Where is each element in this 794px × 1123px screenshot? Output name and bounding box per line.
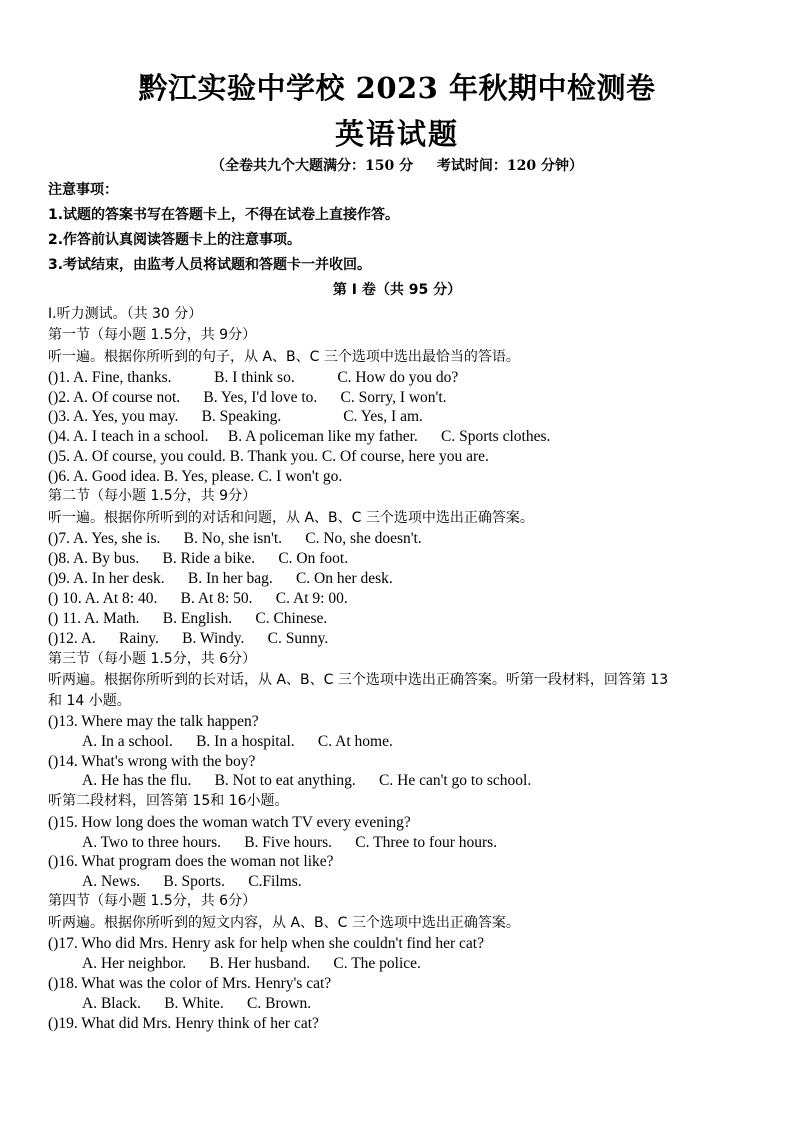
part-instruction: 听两遍。根据你所听到的短文内容，从 A、B、C 三个选项中选出正确答案。 [48, 915, 520, 931]
notice-item: 2.作答前认真阅读答题卡上的注意事项。 [48, 232, 302, 248]
question-item: ()3. A. Yes, you may. B. Speaking. C. Yes, I am. [48, 408, 423, 425]
question-item: ()6. A. Good idea. B. Yes, please. C. I won't go. [48, 468, 343, 485]
part-title: 第二节（每小题 1.5分，共 9分） [48, 488, 257, 504]
section-heading: I.听力测试。（共 30 分） [48, 306, 203, 322]
question-item: ()7. A. Yes, she is. B. No, she isn't. C. No, she doesn't. [48, 530, 422, 547]
part-instruction: 和 14 小题。 [48, 693, 131, 709]
part-instruction: 听第二段材料，回答第 15和 16小题。 [48, 793, 289, 809]
exam-subtitle: 英语试题 [334, 117, 459, 151]
notice-item: 3.考试结束，由监考人员将试题和答题卡一并收回。 [48, 257, 372, 273]
exam-info: （全卷共九个大题满分：150 分 考试时间：120 分钟） [211, 158, 583, 174]
question-options: A. News. B. Sports. C.Films. [82, 873, 302, 890]
question-item: ()1. A. Fine, thanks. B. I think so. C. How do you do? [48, 369, 459, 386]
volume-title: 第 I 卷（共 95 分） [332, 282, 462, 298]
question-stem: ()18. What was the color of Mrs. Henry's cat? [48, 975, 332, 992]
part-instruction: 听两遍。根据你所听到的长对话，从 A、B、C 三个选项中选出正确答案。听第一段材料，回答第 13 [48, 672, 669, 688]
question-stem: ()19. What did Mrs. Henry think of her cat? [48, 1015, 319, 1032]
part-instruction: 听一遍。根据你所听到的句子，从 A、B、C 三个选项中选出最恰当的答语。 [48, 349, 520, 365]
question-stem: ()13. Where may the talk happen? [48, 713, 259, 730]
question-item: ()8. A. By bus. B. Ride a bike. C. On foot. [48, 550, 349, 567]
question-item: ()9. A. In her desk. B. In her bag. C. On her desk. [48, 570, 393, 587]
question-item: ()2. A. Of course not. B. Yes, I'd love to. C. Sorry, I won't. [48, 389, 447, 406]
part-instruction: 听一遍。根据你所听到的对话和问题，从 A、B、C 三个选项中选出正确答案。 [48, 510, 534, 526]
question-options: A. Two to three hours. B. Five hours. C. Three to four hours. [82, 834, 498, 851]
part-title: 第三节（每小题 1.5分，共 6分） [48, 651, 257, 667]
question-item: () 11. A. Math. B. English. C. Chinese. [48, 610, 328, 627]
part-title: 第一节（每小题 1.5分，共 9分） [48, 327, 257, 343]
question-item: ()12. A. Rainy. B. Windy. C. Sunny. [48, 630, 329, 647]
notice-item: 1.试题的答案书写在答题卡上，不得在试卷上直接作答。 [48, 207, 400, 223]
question-options: A. Her neighbor. B. Her husband. C. The police. [82, 955, 421, 972]
question-options: A. In a school. B. In a hospital. C. At home. [82, 733, 393, 750]
question-stem: ()17. Who did Mrs. Henry ask for help when she couldn't find her cat? [48, 935, 484, 952]
question-stem: ()14. What's wrong with the boy? [48, 753, 256, 770]
question-stem: ()15. How long does the woman watch TV every evening? [48, 814, 411, 831]
notice-heading: 注意事项： [48, 182, 118, 198]
question-item: () 10. A. At 8: 40. B. At 8: 50. C. At 9: 00. [48, 590, 348, 607]
question-item: ()4. A. I teach in a school. B. A policeman like my father. C. Sports clothes. [48, 428, 551, 445]
question-options: A. He has the flu. B. Not to eat anything. C. He can't go to school. [82, 772, 532, 789]
question-item: ()5. A. Of course, you could. B. Thank you. C. Of course, here you are. [48, 448, 489, 465]
part-title: 第四节（每小题 1.5分，共 6分） [48, 893, 257, 909]
question-stem: ()16. What program does the woman not like? [48, 853, 334, 870]
exam-title: 黔江实验中学校 2023 年秋期中检测卷 [138, 71, 656, 105]
question-options: A. Black. B. White. C. Brown. [82, 995, 312, 1012]
